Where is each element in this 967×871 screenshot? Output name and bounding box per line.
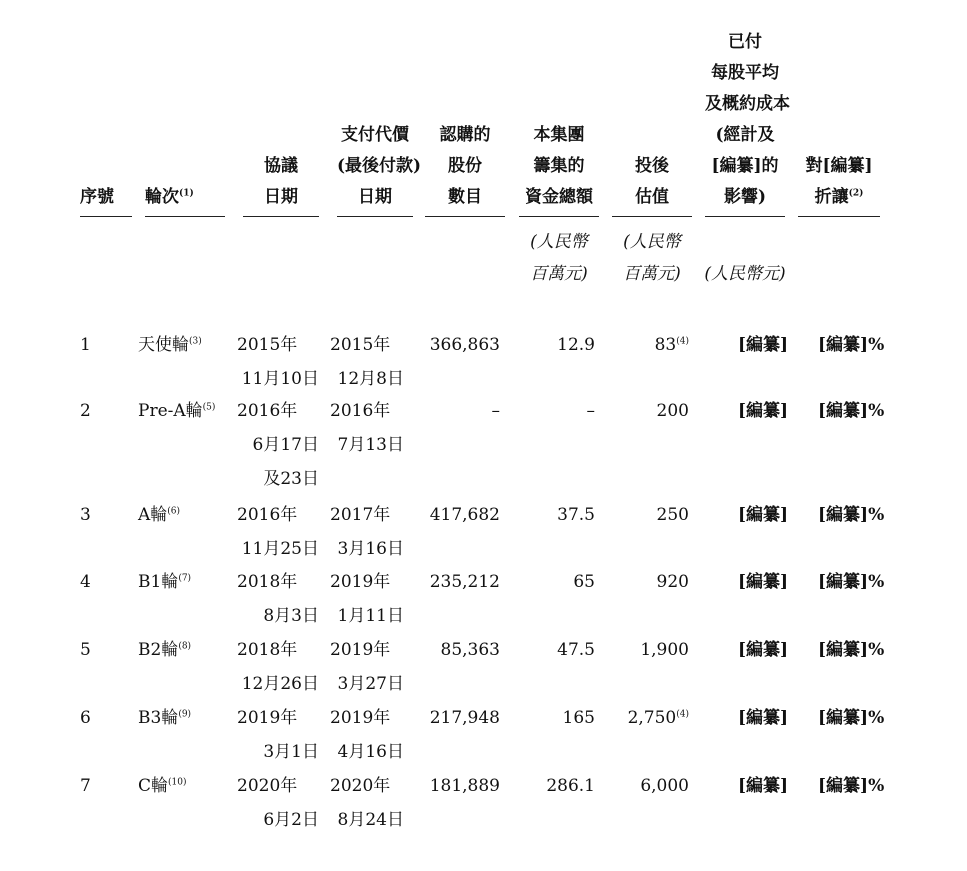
valuation-value: 200 — [656, 401, 689, 421]
header-line: 序號 — [80, 187, 114, 207]
row-cost: [編纂] — [738, 708, 789, 728]
round-name: B3輪 — [138, 708, 179, 728]
header-line: 日期 — [264, 187, 298, 207]
payment-date-line: 2016年 — [330, 401, 391, 421]
row-cost: [編纂] — [738, 401, 789, 421]
row-valuation — [657, 395, 689, 428]
header-round — [145, 182, 225, 217]
header-line: 對[編纂] — [805, 156, 873, 176]
row-valuation — [628, 702, 689, 735]
row-round — [138, 499, 180, 532]
shares-value: 85,363 — [440, 640, 500, 660]
row-shares — [430, 566, 500, 599]
row-raised — [557, 634, 595, 667]
raised-value: 12.9 — [557, 335, 595, 355]
row-shares — [441, 634, 500, 667]
unit-line: 百萬元) — [530, 264, 588, 284]
row-seq: 5 — [80, 640, 91, 660]
row-valuation — [657, 499, 689, 532]
row-discount: [編纂]% — [818, 776, 885, 796]
row-cost: [編纂] — [738, 640, 789, 660]
agreement-date-line: 12月26日 — [241, 674, 319, 694]
valuation-value: 6,000 — [640, 776, 689, 796]
row-cost: [編纂] — [738, 572, 789, 592]
row-cost: [編纂] — [738, 505, 789, 525]
row-discount: [編纂]% — [818, 708, 885, 728]
shares-value: – — [491, 401, 500, 421]
payment-date-line: 2020年 — [330, 776, 391, 796]
row-round — [138, 770, 187, 803]
agreement-date-line: 2015年 — [237, 335, 298, 355]
agreement-date-line: 及23日 — [263, 469, 319, 489]
agreement-date-line: 2018年 — [237, 640, 298, 660]
payment-date-line: 2019年 — [330, 572, 391, 592]
valuation-value: 920 — [656, 572, 689, 592]
round-name: A輪 — [138, 505, 168, 525]
header-line: 本集團 — [533, 125, 585, 145]
payment-date-line: 7月13日 — [337, 435, 404, 455]
shares-value: 217,948 — [429, 708, 500, 728]
row-shares — [430, 499, 500, 532]
row-seq: 1 — [80, 335, 91, 355]
header-cost — [705, 27, 790, 217]
valuation-value: 83 — [654, 335, 677, 355]
footnote-marker: (4) — [676, 336, 689, 347]
agreement-date-line: 3月1日 — [263, 742, 319, 762]
row-raised — [587, 395, 596, 428]
row-round — [138, 702, 191, 735]
header-line: 及概約成本 — [705, 94, 790, 114]
header-discount — [798, 151, 880, 217]
round-name: Pre-A輪 — [138, 401, 203, 421]
row-raised — [573, 566, 595, 599]
unit-line: (人民幣 — [623, 232, 681, 252]
payment-date-line: 3月27日 — [337, 674, 404, 694]
footnote-marker: (8) — [178, 641, 192, 652]
agreement-date-line: 2019年 — [237, 708, 298, 728]
row-discount: [編纂]% — [818, 572, 885, 592]
row-raised — [546, 770, 595, 803]
header-line: 籌集的 — [533, 156, 585, 176]
row-valuation — [655, 329, 689, 362]
header-line: 影響) — [723, 187, 767, 207]
header-line: 投後 — [635, 156, 669, 176]
agreement-date-line: 6月2日 — [263, 810, 319, 830]
payment-date-line: 2019年 — [330, 708, 391, 728]
header-line: 資金總額 — [525, 187, 593, 207]
footnote-marker: (6) — [167, 506, 181, 517]
row-discount: [編纂]% — [818, 505, 885, 525]
row-valuation — [640, 634, 689, 667]
header-line: 股份 — [448, 156, 482, 176]
footnote-marker: (5) — [202, 402, 216, 413]
raised-value: – — [586, 401, 595, 421]
footnote-marker: (1) — [179, 188, 194, 199]
header-line: 協議 — [264, 156, 298, 176]
unit-valuation — [608, 226, 696, 290]
valuation-value: 250 — [656, 505, 689, 525]
row-seq: 2 — [80, 401, 91, 421]
agreement-date-line: 2016年 — [237, 401, 298, 421]
header-line: (經計及 — [715, 125, 775, 145]
agreement-date-line: 2018年 — [237, 572, 298, 592]
round-name: 天使輪 — [138, 335, 189, 355]
header-line: 每股平均 — [711, 63, 779, 83]
row-cost: [編纂] — [738, 335, 789, 355]
header-line: (最後付款) — [337, 156, 422, 176]
header-line: 認購的 — [439, 125, 491, 145]
raised-value: 47.5 — [557, 640, 595, 660]
row-seq: 4 — [80, 572, 91, 592]
row-shares — [430, 770, 500, 803]
header-shares — [425, 120, 505, 217]
row-discount: [編纂]% — [818, 640, 885, 660]
footnote-marker: (4) — [676, 709, 689, 720]
agreement-date-line: 8月3日 — [263, 606, 319, 626]
unit-line: (人民幣 — [530, 232, 588, 252]
footnote-marker: (7) — [178, 573, 192, 584]
unit-line: (人民幣元) — [704, 264, 786, 284]
header-line: 日期 — [358, 187, 392, 207]
payment-date-line: 2017年 — [330, 505, 391, 525]
row-discount: [編纂]% — [818, 401, 885, 421]
agreement-date-line: 2016年 — [237, 505, 298, 525]
raised-value: 37.5 — [557, 505, 595, 525]
row-valuation — [657, 566, 689, 599]
footnote-marker: (9) — [178, 709, 192, 720]
footnote-marker: (10) — [168, 777, 187, 788]
agreement-date-line: 11月25日 — [241, 539, 319, 559]
agreement-date-line: 2020年 — [237, 776, 298, 796]
row-raised — [563, 702, 595, 735]
payment-date-line: 2019年 — [330, 640, 391, 660]
header-seq — [80, 182, 132, 217]
shares-value: 366,863 — [429, 335, 500, 355]
row-shares — [492, 395, 501, 428]
row-seq: 6 — [80, 708, 91, 728]
payment-date-line: 12月8日 — [337, 369, 404, 389]
raised-value: 286.1 — [546, 776, 595, 796]
payment-date-line: 8月24日 — [337, 810, 404, 830]
row-round — [138, 329, 202, 362]
row-raised — [557, 499, 595, 532]
row-raised — [557, 329, 595, 362]
payment-date-line: 3月16日 — [337, 539, 404, 559]
footnote-marker: (2) — [848, 188, 864, 199]
raised-value: 165 — [562, 708, 595, 728]
shares-value: 181,889 — [429, 776, 500, 796]
round-name: B2輪 — [138, 640, 179, 660]
row-round — [138, 395, 215, 428]
header-line: 支付代價 — [341, 125, 409, 145]
shares-value: 417,682 — [429, 505, 500, 525]
unit-line: 百萬元) — [623, 264, 681, 284]
header-line: 已付 — [728, 32, 762, 52]
valuation-value: 1,900 — [640, 640, 689, 660]
row-seq: 7 — [80, 776, 91, 796]
header-raised — [519, 120, 599, 217]
agreement-date-line: 11月10日 — [241, 369, 319, 389]
header-line: 數目 — [448, 187, 482, 207]
row-round — [138, 566, 191, 599]
header-line: [編纂]的 — [711, 156, 779, 176]
round-name: B1輪 — [138, 572, 179, 592]
shares-value: 235,212 — [429, 572, 500, 592]
header-agree-date — [243, 151, 319, 217]
header-line: 輪次$^{(1)}$ — [145, 187, 194, 207]
payment-date-line: 4月16日 — [337, 742, 404, 762]
row-round — [138, 634, 191, 667]
payment-date-line: 2015年 — [330, 335, 391, 355]
row-cost: [編纂] — [738, 776, 789, 796]
header-line: 估值 — [635, 187, 669, 207]
row-discount: [編纂]% — [818, 335, 885, 355]
header-valuation — [612, 151, 692, 217]
unit-raised — [515, 226, 603, 290]
payment-date-line: 1月11日 — [337, 606, 404, 626]
unit-cost — [701, 258, 789, 290]
row-shares — [430, 702, 500, 735]
valuation-value: 2,750 — [627, 708, 677, 728]
round-name: C輪 — [138, 776, 169, 796]
header-line: 折讓$^{(2)}$ — [814, 187, 864, 207]
raised-value: 65 — [573, 572, 595, 592]
row-seq: 3 — [80, 505, 91, 525]
row-valuation — [640, 770, 689, 803]
footnote-marker: (3) — [189, 336, 202, 347]
agreement-date-line: 6月17日 — [252, 435, 319, 455]
header-pay-date — [337, 120, 422, 217]
row-shares — [430, 329, 500, 362]
